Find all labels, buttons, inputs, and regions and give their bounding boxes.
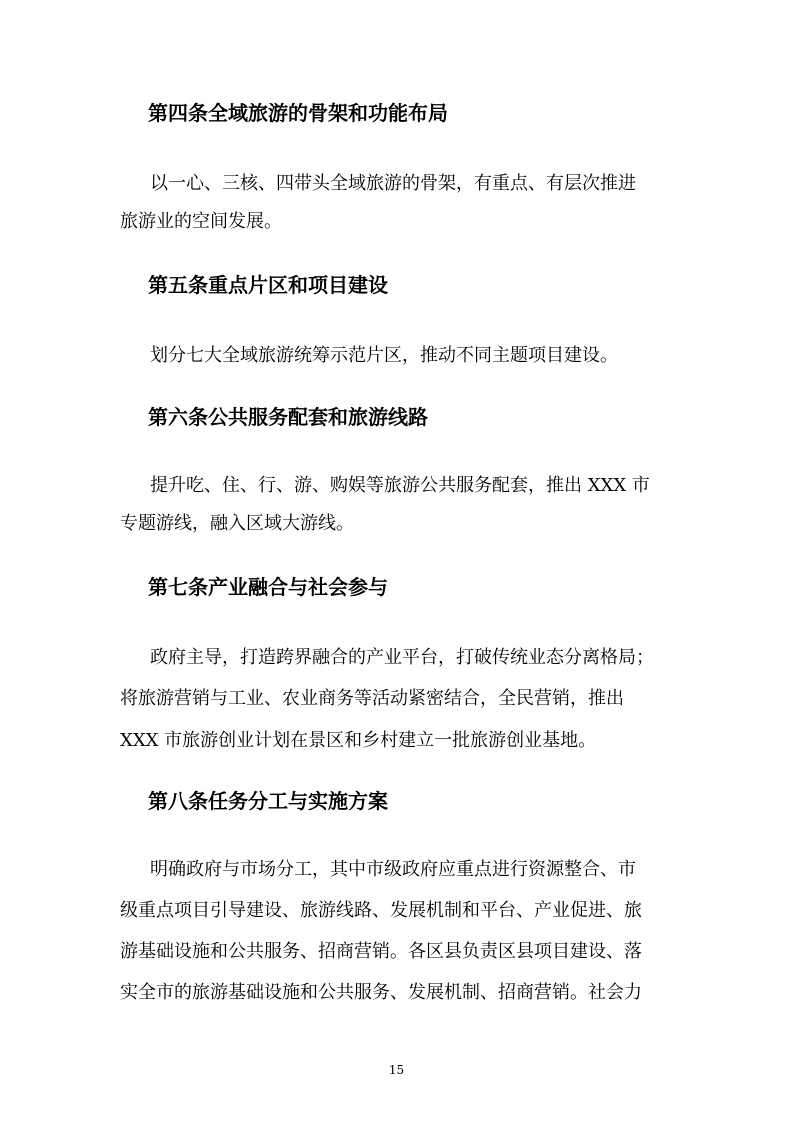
page-number: 15	[388, 1063, 405, 1077]
section-4-heading: 第四条全域旅游的骨架和功能布局	[148, 101, 448, 125]
section-7-line-1: 政府主导，打造跨界融合的产业平台，打破传统业态分离格局；	[150, 647, 654, 668]
section-6-line-2: 专题游线，融入区域大游线。	[120, 513, 354, 534]
section-7-line-3: XXX 市旅游创业计划在景区和乡村建立一批旅游创业基地。	[120, 730, 597, 751]
section-7-line-2: 将旅游营销与工业、农业商务等活动紧密结合，全民营销，推出	[120, 688, 624, 709]
section-4-line-2: 旅游业的空间发展。	[120, 211, 282, 232]
section-8-line-1: 明确政府与市场分工，其中市级政府应重点进行资源整合、市	[150, 859, 636, 880]
section-8-line-2: 级重点项目引导建设、旅游线路、发展机制和平台、产业促进、旅	[120, 900, 642, 921]
section-4-line-1: 以一心、三核、四带头全域旅游的骨架，有重点、有层次推进	[150, 173, 636, 194]
section-6-line-1: 提升吃、住、行、游、购娱等旅游公共服务配套，推出 XXX 市	[150, 475, 650, 496]
section-8-heading: 第八条任务分工与实施方案	[148, 789, 388, 813]
section-6-heading: 第六条公共服务配套和旅游线路	[148, 405, 428, 429]
section-8-line-3: 游基础设施和公共服务、招商营销。各区县负责区县项目建设、落	[120, 941, 642, 962]
section-5-line-1: 划分七大全域旅游统筹示范片区，推动不同主题项目建设。	[150, 345, 618, 366]
section-5-heading: 第五条重点片区和项目建设	[148, 273, 388, 297]
section-7-heading: 第七条产业融合与社会参与	[148, 575, 388, 599]
section-8-line-4: 实全市的旅游基础设施和公共服务、发展机制、招商营销。社会力	[120, 982, 642, 1003]
